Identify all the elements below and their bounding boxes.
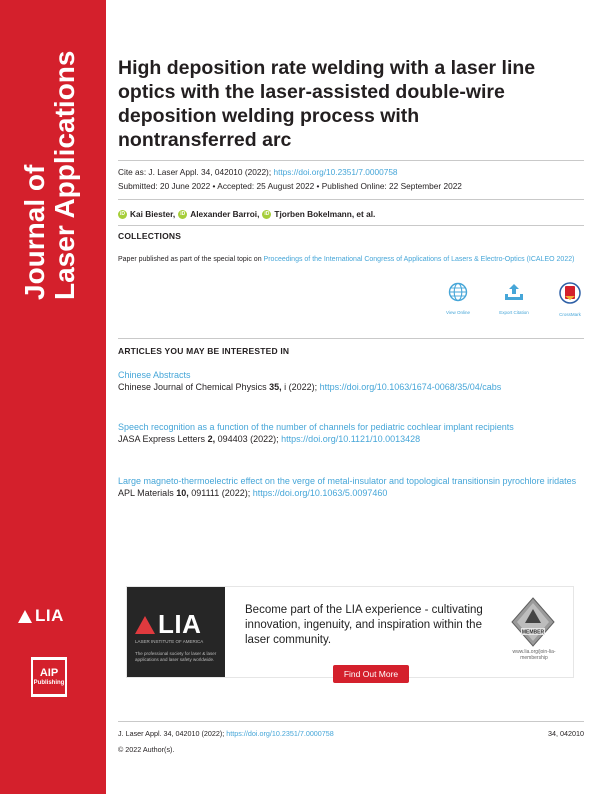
orcid-icon[interactable]: iD bbox=[180, 210, 186, 217]
source-journal: APL Materials bbox=[118, 488, 174, 498]
globe-icon bbox=[448, 282, 468, 302]
crossmark-button[interactable] bbox=[550, 282, 590, 317]
ad-logo-subtitle: LASER INSTITUTE OF AMERICA bbox=[135, 639, 204, 644]
footer-page-number: 34, 042010 bbox=[548, 729, 584, 738]
author-list bbox=[118, 209, 375, 219]
source-journal: JASA Express Letters bbox=[118, 434, 206, 444]
ad-logo-panel bbox=[127, 587, 225, 677]
journal-name-line1: Journal of bbox=[19, 164, 50, 300]
related-articles-heading: ARTICLES YOU MAY BE INTERESTED IN bbox=[118, 346, 290, 356]
lia-triangle-icon bbox=[18, 610, 32, 623]
view-online-label: View Online bbox=[446, 310, 470, 315]
source-volume: 2, bbox=[207, 434, 216, 444]
special-topic-link[interactable]: Proceedings of the International Congress of Applications of Lasers & Electro-Optics (ICALEO 2022) bbox=[263, 256, 575, 263]
source-page: 094403 (2022); bbox=[217, 434, 279, 444]
copyright: © 2022 Author(s). bbox=[118, 745, 175, 754]
collections-text bbox=[118, 254, 588, 265]
divider bbox=[118, 160, 584, 161]
related-article[interactable] bbox=[118, 475, 584, 499]
related-article-source bbox=[118, 433, 584, 445]
author-name[interactable]: Kai Biester, bbox=[130, 209, 176, 219]
related-article[interactable] bbox=[118, 369, 584, 393]
related-article-source bbox=[118, 381, 584, 393]
ad-lia-logo bbox=[135, 609, 201, 640]
related-article-doi[interactable]: https://doi.org/10.1063/1674-0068/35/04/cabs bbox=[319, 382, 502, 392]
related-article-source bbox=[118, 487, 584, 499]
divider bbox=[118, 225, 584, 226]
orcid-icon[interactable]: iD bbox=[120, 210, 125, 217]
aip-publishing-text: Publishing bbox=[33, 679, 65, 686]
collections-prefix: Paper published as part of the special topic on bbox=[118, 256, 262, 263]
article-title: High deposition rate welding with a laser line optics with the laser-assisted double-wire deposition welding process with nontransferred arc bbox=[118, 57, 536, 151]
related-article-doi[interactable]: https://doi.org/10.1121/10.0013428 bbox=[281, 434, 421, 444]
member-badge-icon bbox=[511, 597, 555, 647]
lia-logo-text: LIA bbox=[35, 606, 64, 625]
lia-triangle-icon bbox=[135, 616, 155, 634]
find-out-more-button[interactable]: Find Out More bbox=[333, 665, 409, 683]
divider bbox=[118, 721, 584, 722]
ad-tagline: The professional society for laser & laser applications and laser safety worldwide. bbox=[135, 651, 217, 662]
export-citation-button[interactable] bbox=[494, 282, 534, 315]
article-doi-link[interactable]: https://doi.org/10.2351/7.0000758 bbox=[273, 167, 398, 177]
footer-cite-text: J. Laser Appl. 34, 042010 (2022); bbox=[118, 729, 225, 738]
related-article[interactable] bbox=[118, 421, 584, 445]
cite-text: Cite as: J. Laser Appl. 34, 042010 (2022); bbox=[118, 167, 272, 177]
export-icon bbox=[503, 282, 525, 302]
ad-url[interactable]: www.lia.org/join-lia-membership bbox=[512, 649, 556, 661]
related-article-title[interactable]: Chinese Abstracts bbox=[118, 370, 191, 380]
related-article-doi[interactable]: https://doi.org/10.1063/5.0097460 bbox=[252, 488, 388, 498]
article-dates: Submitted: 20 June 2022 • Accepted: 25 August 2022 • Published Online: 22 September 2022 bbox=[118, 181, 462, 191]
collections-heading: COLLECTIONS bbox=[118, 231, 182, 241]
crossmark-icon bbox=[559, 282, 581, 304]
journal-sidebar bbox=[0, 0, 106, 794]
source-page: i (2022); bbox=[284, 382, 318, 392]
lia-advertisement[interactable] bbox=[126, 586, 574, 678]
orcid-icon[interactable]: iD bbox=[264, 210, 270, 217]
source-volume: 35, bbox=[269, 382, 282, 392]
source-volume: 10, bbox=[176, 488, 189, 498]
ad-logo-text: LIA bbox=[158, 609, 202, 639]
aip-publishing-logo bbox=[31, 657, 67, 697]
lia-logo bbox=[18, 606, 64, 626]
author-name[interactable]: Alexander Barroi, bbox=[190, 209, 260, 219]
ad-headline: Become part of the LIA experience - cultivating innovation, ingenuity, and inspiration within the laser community. bbox=[245, 604, 483, 646]
source-journal: Chinese Journal of Chemical Physics bbox=[118, 382, 267, 392]
footer-citation bbox=[118, 729, 584, 738]
author-name[interactable]: Tjorben Bokelmann, et al. bbox=[274, 209, 376, 219]
export-citation-label: Export Citation bbox=[499, 310, 529, 315]
cite-as bbox=[118, 167, 398, 177]
related-article-title[interactable]: Speech recognition as a function of the number of channels for pediatric cochlear implant recipients bbox=[118, 422, 514, 432]
source-page: 091111 (2022); bbox=[191, 488, 251, 498]
divider bbox=[118, 199, 584, 200]
aip-logo-text: AIP bbox=[39, 666, 59, 679]
divider bbox=[118, 338, 584, 339]
footer-doi-link[interactable]: https://doi.org/10.2351/7.0000758 bbox=[226, 729, 334, 738]
related-article-title[interactable]: Large magneto-thermoelectric effect on the verge of metal-insulator and topological transitionsin pyrochlore iridates bbox=[118, 476, 577, 486]
crossmark-label: CrossMark bbox=[559, 312, 581, 317]
member-badge-text: MEMBER bbox=[521, 629, 545, 636]
journal-name bbox=[20, 20, 80, 300]
journal-name-line2: Laser Applications bbox=[49, 50, 80, 300]
view-online-button[interactable] bbox=[438, 282, 478, 315]
